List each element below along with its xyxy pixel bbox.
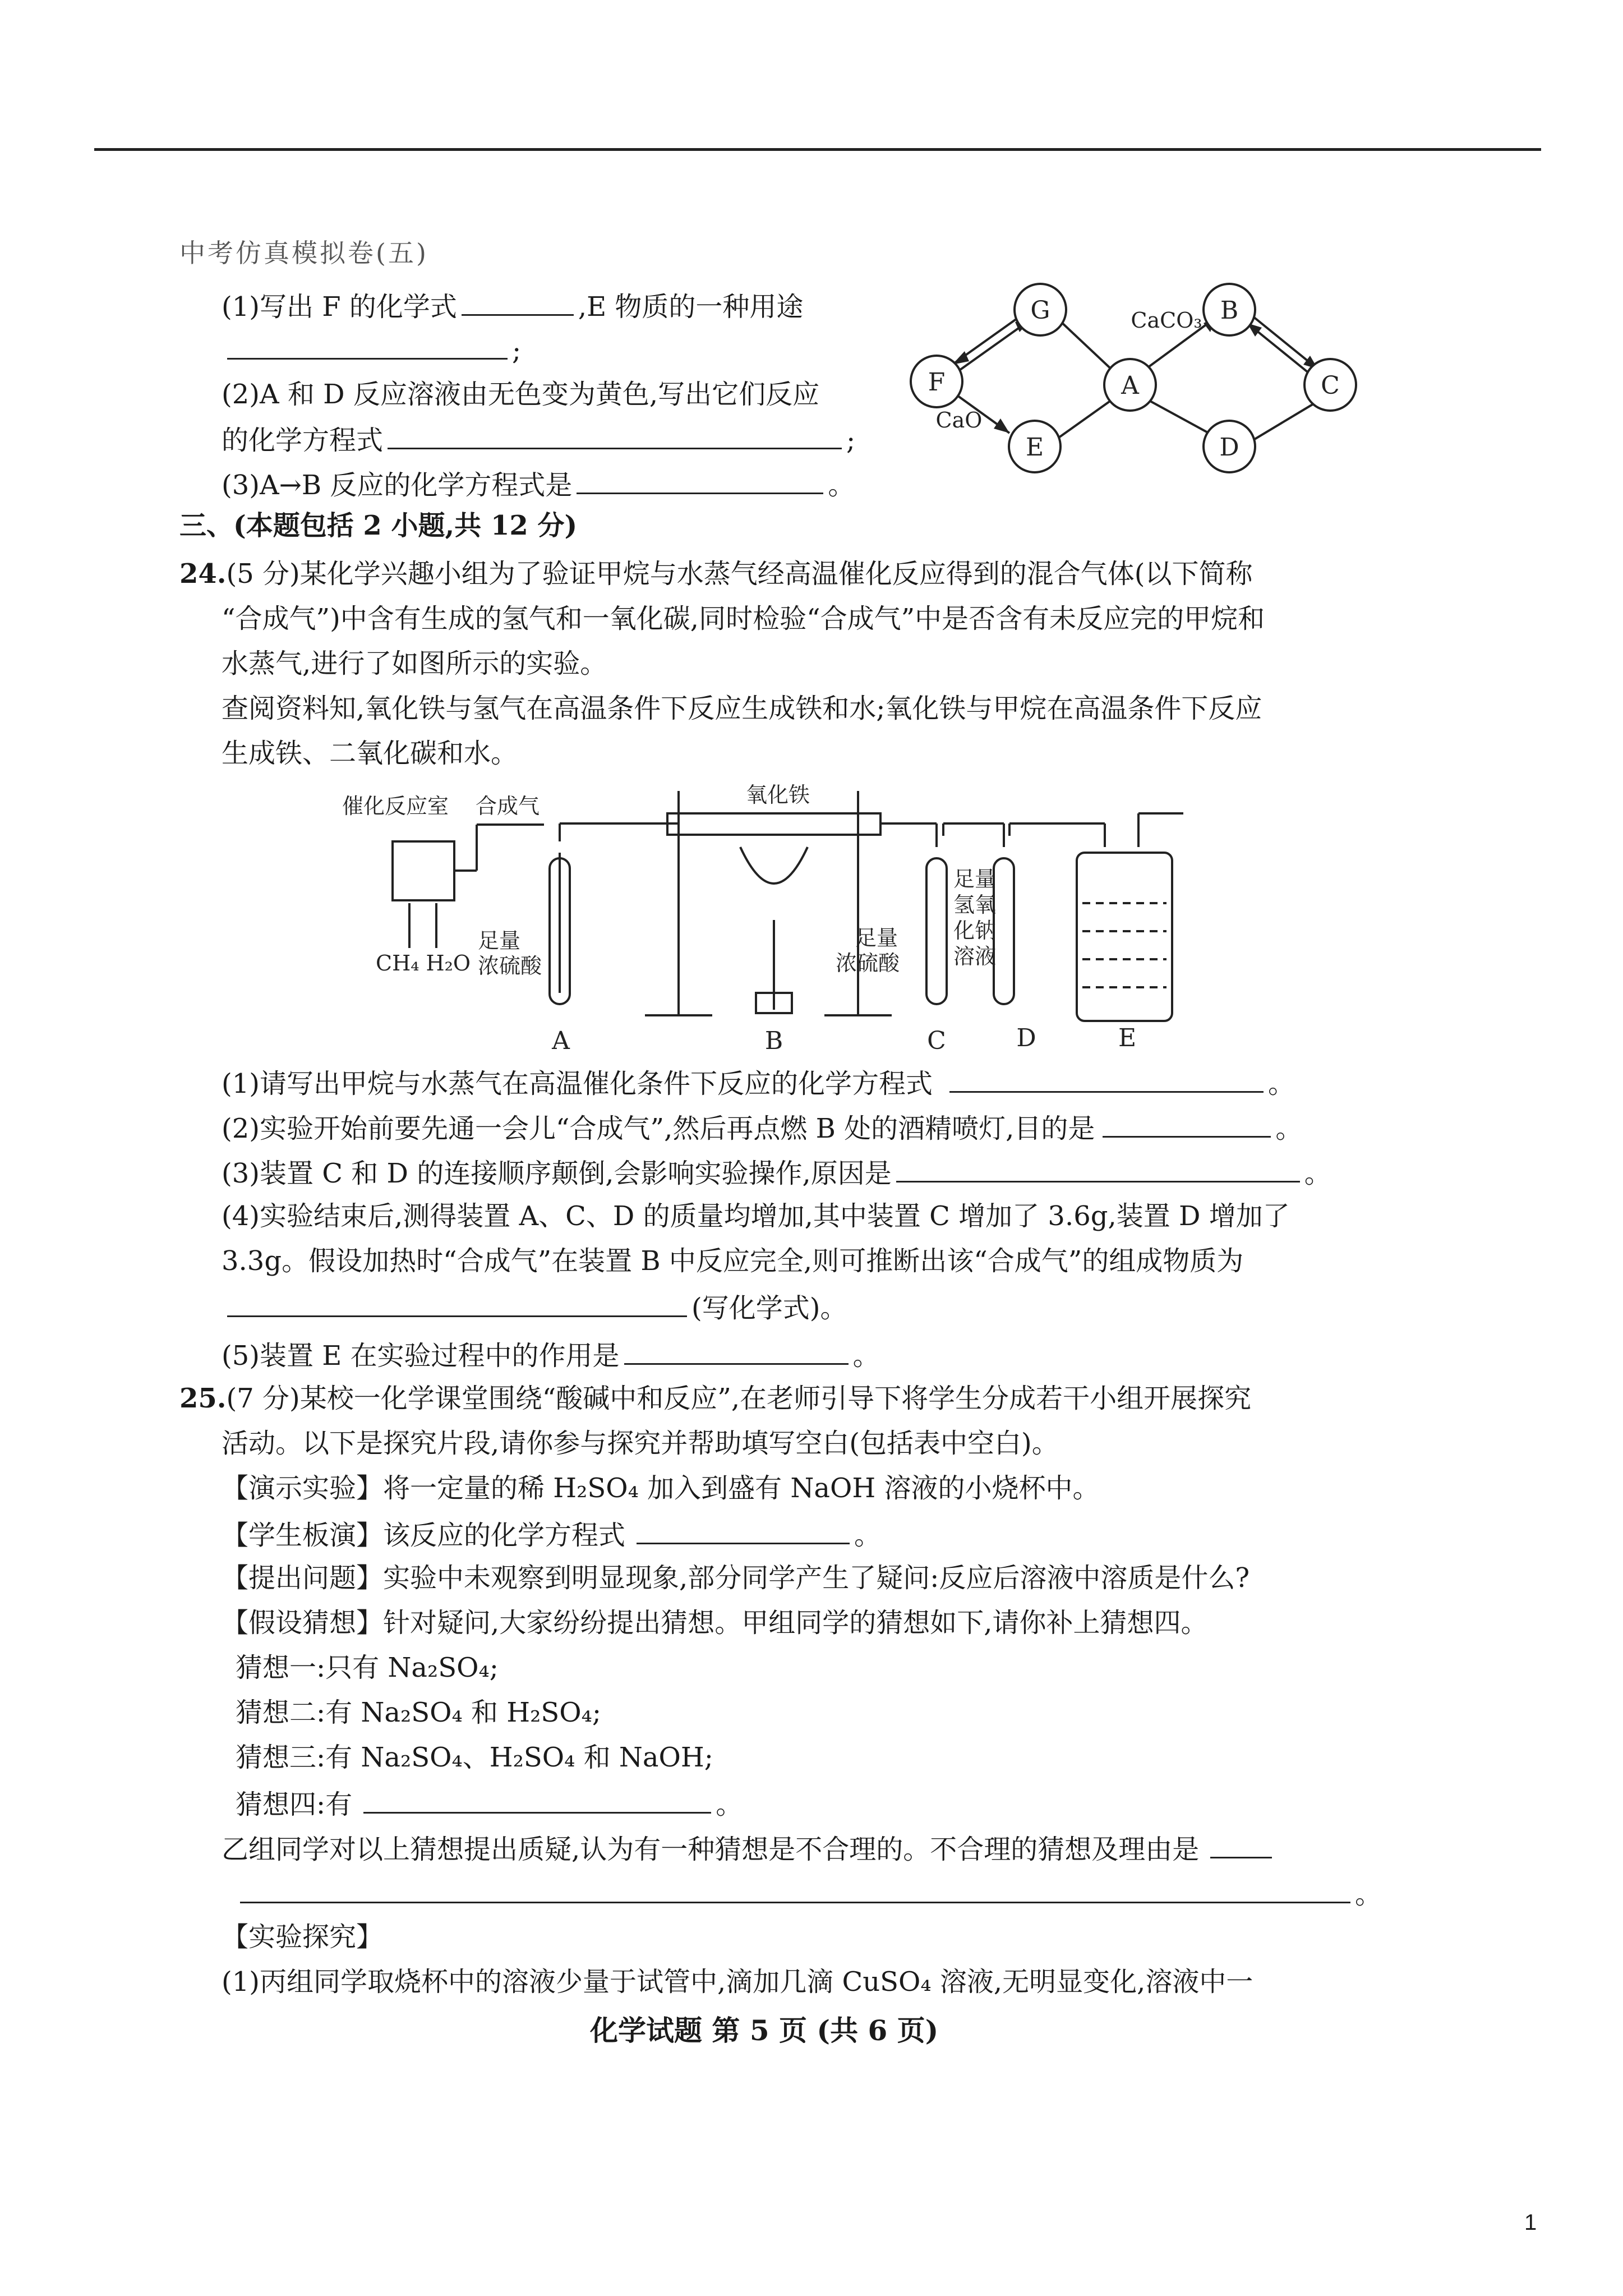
q24-sub-1: (1)请写出甲烷与水蒸气在高温催化条件下反应的化学方程式 。 <box>222 1063 1295 1102</box>
q25-guess-4: 猜想四:有 。 <box>236 1784 743 1823</box>
blank[interactable] <box>363 1784 711 1814</box>
node-label: F <box>928 368 946 397</box>
node-label: E <box>1025 433 1044 462</box>
blank[interactable] <box>637 1515 850 1544</box>
q24-intro-3: 水蒸气,进行了如图所示的实验。 <box>222 648 607 679</box>
q24-info-2: 生成铁、二氧化碳和水。 <box>222 738 518 769</box>
q24-intro-1: 24.(5 分)某化学兴趣小组为了验证甲烷与水蒸气经高温催化反应得到的混合气体(以下简称 <box>179 558 1253 590</box>
label-apparatus: E <box>1118 1024 1137 1052</box>
q25-guess-3: 猜想三:有 Na₂SO₄、H₂SO₄ 和 NaOH; <box>236 1742 713 1773</box>
blank[interactable] <box>240 1874 1350 1903</box>
label-acid-c: 足量 <box>855 926 898 950</box>
blank[interactable] <box>227 330 508 360</box>
q24-sub-4b: 3.3g。假设加热时“合成气”在装置 B 中反应完全,则可推断出该“合成气”的组成物质为 <box>222 1245 1244 1277</box>
label-apparatus: C <box>927 1027 946 1055</box>
label-naoh: 化钠 <box>953 918 997 943</box>
q24-sub-2: (2)实验开始前要先通一会儿“合成气”,然后再点燃 B 处的酒精喷灯,目的是 。 <box>222 1108 1302 1147</box>
label-naoh: 足量 <box>953 867 997 891</box>
blank[interactable] <box>388 420 842 449</box>
substance-relation-diagram <box>897 269 1380 494</box>
page-number: 1 <box>1524 2210 1537 2235</box>
blank[interactable] <box>896 1153 1300 1182</box>
q25-guess-1: 猜想一:只有 Na₂SO₄; <box>236 1652 499 1683</box>
node-label: C <box>1321 371 1340 400</box>
blank[interactable] <box>227 1287 687 1317</box>
label-caco3: CaCO₃ <box>1131 308 1202 333</box>
experiment-apparatus-diagram <box>331 769 1295 1060</box>
q24-sub-4c: (写化学式)。 <box>222 1287 847 1327</box>
node-label: B <box>1220 296 1239 325</box>
label-syngas: 合成气 <box>476 794 540 818</box>
label-apparatus: B <box>764 1027 783 1055</box>
q23-part3: (3)A→B 反应的化学方程式是 。 <box>222 464 855 504</box>
q25-intro-1: 25.(7 分)某校一化学课堂围绕“酸碱中和反应”,在老师引导下将学生分成若干小组开展探究 <box>179 1383 1252 1414</box>
blank[interactable] <box>949 1063 1264 1093</box>
q25-doubt: 乙组同学对以上猜想提出质疑,认为有一种猜想是不合理的。不合理的猜想及理由是 <box>222 1829 1276 1868</box>
blank[interactable] <box>1103 1108 1271 1138</box>
node-label: D <box>1219 433 1239 462</box>
blank[interactable] <box>577 464 823 494</box>
node-label: A <box>1121 371 1139 400</box>
q23-part2-cont: 的化学方程式 ; <box>222 420 855 459</box>
label-iron-oxide: 氧化铁 <box>746 783 810 807</box>
q24-sub-3: (3)装置 C 和 D 的连接顺序颠倒,会影响实验操作,原因是 。 <box>222 1153 1331 1192</box>
label-inputs: CH₄ H₂O <box>376 951 471 976</box>
label-acid-a: 浓硫酸 <box>478 954 542 978</box>
q25-demo: 【演示实验】将一定量的稀 H₂SO₄ 加入到盛有 NaOH 溶液的小烧杯中。 <box>222 1473 1100 1504</box>
label-naoh: 溶液 <box>953 944 997 969</box>
blank[interactable] <box>624 1335 849 1365</box>
q25-question: 【提出问题】实验中未观察到明显现象,部分同学产生了疑问:反应后溶液中溶质是什么? <box>222 1562 1250 1594</box>
page-footer: 化学试题 第 5 页 (共 6 页) <box>590 2014 939 2047</box>
label-acid-a: 足量 <box>478 928 521 953</box>
node-label: G <box>1030 296 1050 325</box>
q24-sub-4a: (4)实验结束后,测得装置 A、C、D 的质量均增加,其中装置 C 增加了 3.6g,装置 D 增加了 <box>222 1200 1290 1232</box>
label-naoh: 氢氧 <box>953 892 997 917</box>
label-acid-c: 浓硫酸 <box>836 951 900 976</box>
blank[interactable] <box>462 286 574 316</box>
q25-hypothesis: 【假设猜想】针对疑问,大家纷纷提出猜想。甲组同学的猜想如下,请你补上猜想四。 <box>222 1607 1208 1639</box>
q23-part1-cont: ; <box>222 330 521 369</box>
q25-explore-heading: 【实验探究】 <box>222 1921 384 1953</box>
q25-guess-2: 猜想二:有 Na₂SO₄ 和 H₂SO₄; <box>236 1697 602 1728</box>
top-rule <box>94 148 1541 151</box>
q24-info-1: 查阅资料知,氧化铁与氢气在高温条件下反应生成铁和水;氧化铁与甲烷在高温条件下反应 <box>222 693 1262 724</box>
q25-intro-2: 活动。以下是探究片段,请你参与探究并帮助填写空白(包括表中空白)。 <box>222 1428 1059 1459</box>
label-reactor: 催化反应室 <box>342 794 449 818</box>
label-cao: CaO <box>935 408 983 432</box>
q23-part2: (2)A 和 D 反应溶液由无色变为黄色,写出它们反应 <box>222 379 820 410</box>
label-apparatus: A <box>552 1027 570 1055</box>
q25-explore-1: (1)丙组同学取烧杯中的溶液少量于试管中,滴加几滴 CuSO₄ 溶液,无明显变化,溶液中一 <box>222 1966 1253 1998</box>
blank[interactable] <box>1210 1829 1272 1858</box>
exam-header: 中考仿真模拟卷(五) <box>179 238 428 268</box>
q25-board: 【学生板演】该反应的化学方程式 。 <box>222 1515 881 1554</box>
label-apparatus: D <box>1016 1024 1036 1052</box>
catalytic-reactor <box>393 841 454 900</box>
section-3-heading: 三、(本题包括 2 小题,共 12 分) <box>179 510 578 541</box>
q25-doubt-cont: 。 <box>236 1874 1382 1913</box>
q23-part1: (1)写出 F 的化学式 ,E 物质的一种用途 <box>222 286 803 325</box>
q24-sub-5: (5)装置 E 在实验过程中的作用是 。 <box>222 1335 880 1374</box>
q24-intro-2: “合成气”)中含有生成的氢气和一氧化碳,同时检验“合成气”中是否含有未反应完的甲烷和 <box>222 603 1265 634</box>
